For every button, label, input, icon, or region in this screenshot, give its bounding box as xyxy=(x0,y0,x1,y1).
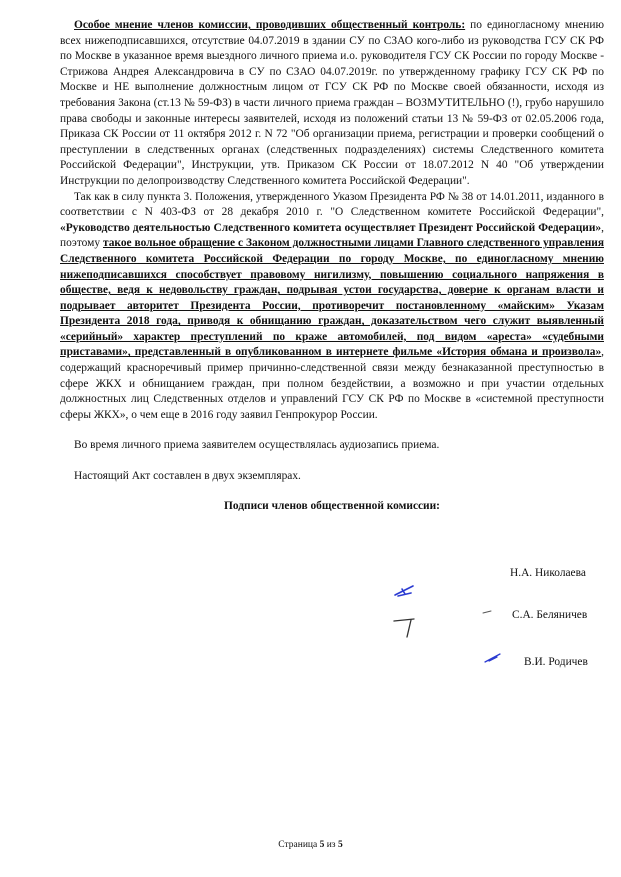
footer-prefix: Страница xyxy=(278,840,320,850)
conclusion-text: , содержащий красноречивый пример причинно-следственной связи между безнаказанной преступностью в сфере ЖКХ и обнищанием граждан, при полном бездействии, а возможно и при участии отдельных должностных лиц Следственных отделов и управлений ГСУ СК РФ по Москве в «системной преступности сферы ЖКХ», о чем еще в 2016 году заявил Генпрокурор России. xyxy=(60,346,604,421)
signer-name: С.А. Беляничев xyxy=(512,609,588,621)
page-footer xyxy=(0,840,621,850)
paragraph-opinion xyxy=(60,18,604,190)
section-heading: Особое мнение членов комиссии, проводивших общественный контроль: xyxy=(74,19,466,31)
signature-icon xyxy=(481,608,493,616)
signer-name: Н.А. Николаева xyxy=(510,567,586,579)
opinion-text: по единогласному мнению всех нижеподписавшихся, отсутствие 04.07.2019 в здании СУ по СЗАО кого-либо из руководства ГСУ СК РФ по Москве в указанное время выездного личного приема и.о. руководителя ГСУ СК России по городу Москве - Стрижова Андрея Александровича в СУ по СЗАО 04.07.2019г. по утвержденному графику ГСУ СК РФ по Москве и НЕ выполнение должностным лицом от ГСУ СК РФ по Москве своей обязанности, исходя из требования Закона (ст.13 № 59-ФЗ) в части личного приема граждан – ВОЗМУТИТЕЛЬНО (!), грубо нарушило права свободы и законные интересы заявителей, исходя из положений статьи 13 № 59-ФЗ от 02.05.2006 года, Приказа СК России от 11 октября 2012 г. N 72 "Об организации приема, регистрации и проверки сообщений о преступлении в следственных органах (следственных подразделениях) системы Следственного комитета Российской Федерации", Инструкции, утв. Приказом СК России от 18.07.2012 N 40 "Об утверждении Инструкции по делопроизводству Следственного комитета Российской Федерации". xyxy=(60,19,604,187)
decree-text: Так как в силу пункта 3. Положения, утвержденного Указом Президента РФ № 38 от 14.01.2011, изданного в соответствии с N 403-ФЗ от 28 декабря 2010 г. "О Следственном комитете Российской Федерации", xyxy=(60,190,604,219)
signer-name: В.И. Родичев xyxy=(524,656,588,668)
paragraph-copies: Настоящий Акт составлен в двух экземплярах. xyxy=(74,470,301,483)
spacer xyxy=(60,454,604,469)
president-quote: «Руководство деятельностью Следственного комитета осуществляет Президент Российской Федерации» xyxy=(60,221,602,234)
paragraph-audio: Во время личного приема заявителем осуществлялась аудиозапись приема. xyxy=(74,439,440,452)
signature-icon xyxy=(393,583,417,599)
signature-icon xyxy=(391,616,419,640)
therefore-text: , поэтому xyxy=(60,221,604,250)
paragraph-president xyxy=(60,190,604,424)
document-body xyxy=(60,18,604,514)
current-page: 5 xyxy=(319,840,325,850)
emphasis-text: такое вольное обращение с Законом должностными лицами Главного следственного управления Следственного комитета Российской Федерации по городу Москве, по единогласному мнению нижеподписавшихся способствует правовому нигилизму, повышению социального напряжения в обществе, ведя к недовольству граждан, подрывая устои государства, доверие к органам власти и подрывает авторитет Президента России, противоречит постановленному «майским» Указам Президента 2018 года, приводя к обнищанию граждан, доказательством чего служит выявленный «серийный» характер преступлений по краже автомобилей, под видом «ареста» «судебными приставами», представленный в опубликованном в интернете фильме «История обмана и произвола» xyxy=(60,237,604,359)
signatures-heading: Подписи членов общественной комиссии: xyxy=(224,499,440,512)
total-pages: 5 xyxy=(337,840,343,850)
footer-mid: из xyxy=(324,840,338,850)
signature-icon xyxy=(483,651,503,665)
spacer xyxy=(60,423,604,438)
